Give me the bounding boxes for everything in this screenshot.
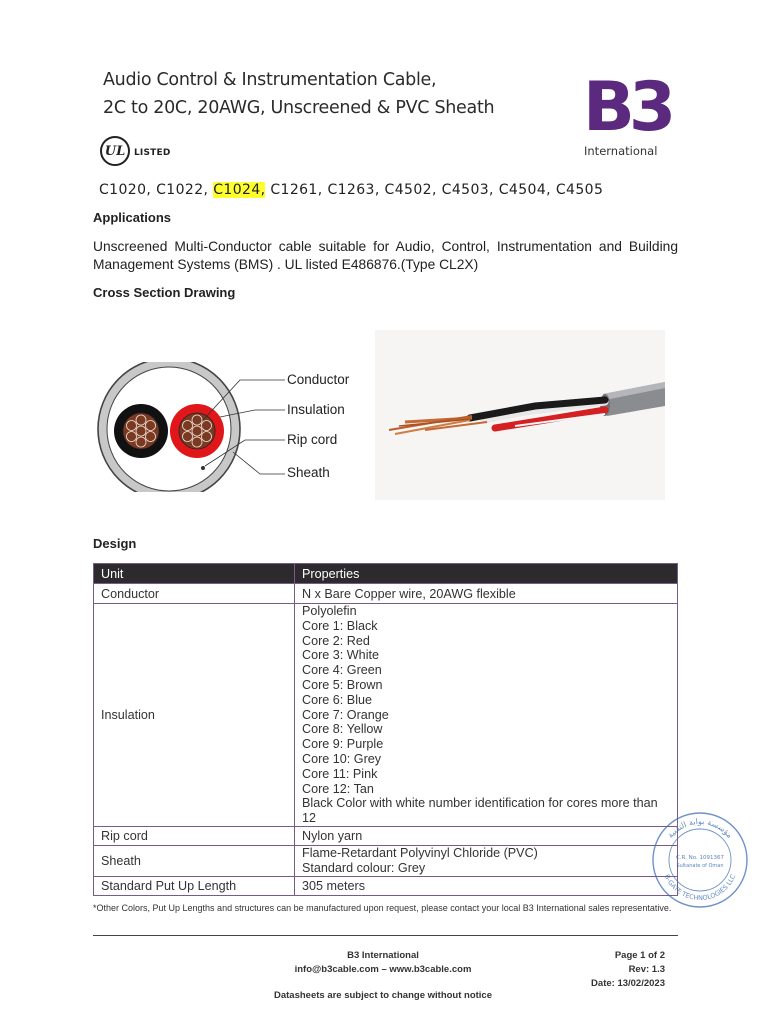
table-row	[94, 584, 678, 604]
stamp-cr-text: C.R. No. 1091367	[675, 855, 725, 861]
table-row	[94, 604, 678, 827]
codes-after: C1261, C1263, C4502, C4503, C4504, C4505	[265, 182, 604, 198]
footer-page: Page 1 of 2	[614, 950, 665, 961]
sheath-line: Standard colour: Grey	[302, 860, 426, 875]
header-unit: Unit	[94, 564, 295, 584]
insulation-line: Core 5: Brown	[302, 677, 383, 692]
row-props-insulation	[295, 604, 678, 827]
stamp-bottom-text: B-GATE TECHNOLOGIES LLC	[662, 873, 738, 903]
footer-rev: Rev: 1.3	[628, 964, 665, 975]
row-props-putup: 305 meters	[295, 876, 678, 895]
design-heading: Design	[93, 536, 137, 551]
insulation-line: Core 10: Grey	[302, 751, 382, 766]
footer-date: Date: 13/02/2023	[591, 978, 665, 989]
row-props-conductor: N x Bare Copper wire, 20AWG flexible	[295, 584, 678, 604]
table-row	[94, 845, 678, 876]
codes-highlighted: C1024,	[213, 182, 266, 198]
label-conductor: Conductor	[287, 372, 350, 387]
insulation-line: Core 11: Pink	[302, 766, 378, 781]
insulation-line: Core 3: White	[302, 648, 379, 663]
insulation-line: Core 2: Red	[302, 633, 370, 648]
insulation-line: Core 1: Black	[302, 618, 378, 633]
cross-section-drawing	[95, 362, 295, 492]
table-header-row	[94, 564, 678, 584]
row-unit-insulation: Insulation	[94, 604, 295, 827]
cross-section-heading: Cross Section Drawing	[93, 285, 236, 300]
footer-contact: info@b3cable.com – www.b3cable.com	[294, 964, 472, 975]
applications-text: Unscreened Multi-Conductor cable suitable for Audio, Control, Instrumentation and Building Management Systems (BMS) . UL listed E486876.(Type CL2X)	[93, 239, 678, 272]
insulation-line: Core 7: Orange	[302, 707, 389, 722]
insulation-line: Core 8: Yellow	[302, 722, 383, 737]
company-stamp	[650, 810, 750, 910]
title-line-2: 2C to 20C, 20AWG, Unscreened & PVC Sheath	[103, 98, 495, 118]
cable-photo	[375, 330, 665, 500]
footer-disclaimer: Datasheets are subject to change without notice	[273, 990, 493, 1001]
insulation-line: Core 9: Purple	[302, 737, 384, 752]
label-sheath: Sheath	[287, 465, 330, 480]
table-row	[94, 826, 678, 845]
insulation-line: Core 4: Green	[302, 663, 382, 678]
ul-listed-mark	[100, 136, 171, 166]
logo-mark: B3	[583, 68, 671, 147]
insulation-line: Black Color with white number identification for cores more than 12	[302, 796, 658, 826]
title-line-1: Audio Control & Instrumentation Cable,	[103, 70, 437, 90]
row-props-sheath	[295, 845, 678, 876]
sheath-line: Flame-Retardant Polyvinyl Chloride (PVC)	[302, 845, 538, 860]
row-props-ripcord: Nylon yarn	[295, 826, 678, 845]
row-unit-putup: Standard Put Up Length	[94, 876, 295, 895]
insulation-line: Core 6: Blue	[302, 692, 373, 707]
part-codes	[99, 182, 603, 198]
label-insulation: Insulation	[287, 402, 345, 417]
row-unit-conductor: Conductor	[94, 584, 295, 604]
insulation-line: Core 12: Tan	[302, 781, 374, 796]
applications-heading: Applications	[93, 210, 172, 225]
label-rip-cord: Rip cord	[287, 432, 338, 447]
footnote: *Other Colors, Put Up Lengths and structures can be manufactured upon request, please contact your local B3 International sales representative.	[93, 903, 672, 913]
footer-divider	[93, 935, 678, 936]
row-unit-ripcord: Rip cord	[94, 826, 295, 845]
ul-logo-icon: UL	[100, 136, 130, 166]
header-properties: Properties	[295, 564, 678, 584]
b3-logo	[583, 68, 671, 158]
stamp-country-text: Sultanate of Oman	[676, 863, 724, 869]
insulation-line: Polyolefin	[302, 604, 357, 618]
logo-subtitle: International	[584, 144, 658, 158]
row-unit-sheath: Sheath	[94, 845, 295, 876]
stamp-top-text: مؤسسة بوابة التقنية	[665, 816, 735, 840]
design-table	[93, 563, 678, 896]
footer-company: B3 International	[347, 950, 419, 961]
listed-label: LISTED	[134, 148, 171, 158]
codes-before: C1020, C1022,	[99, 182, 214, 198]
table-row	[94, 876, 678, 895]
